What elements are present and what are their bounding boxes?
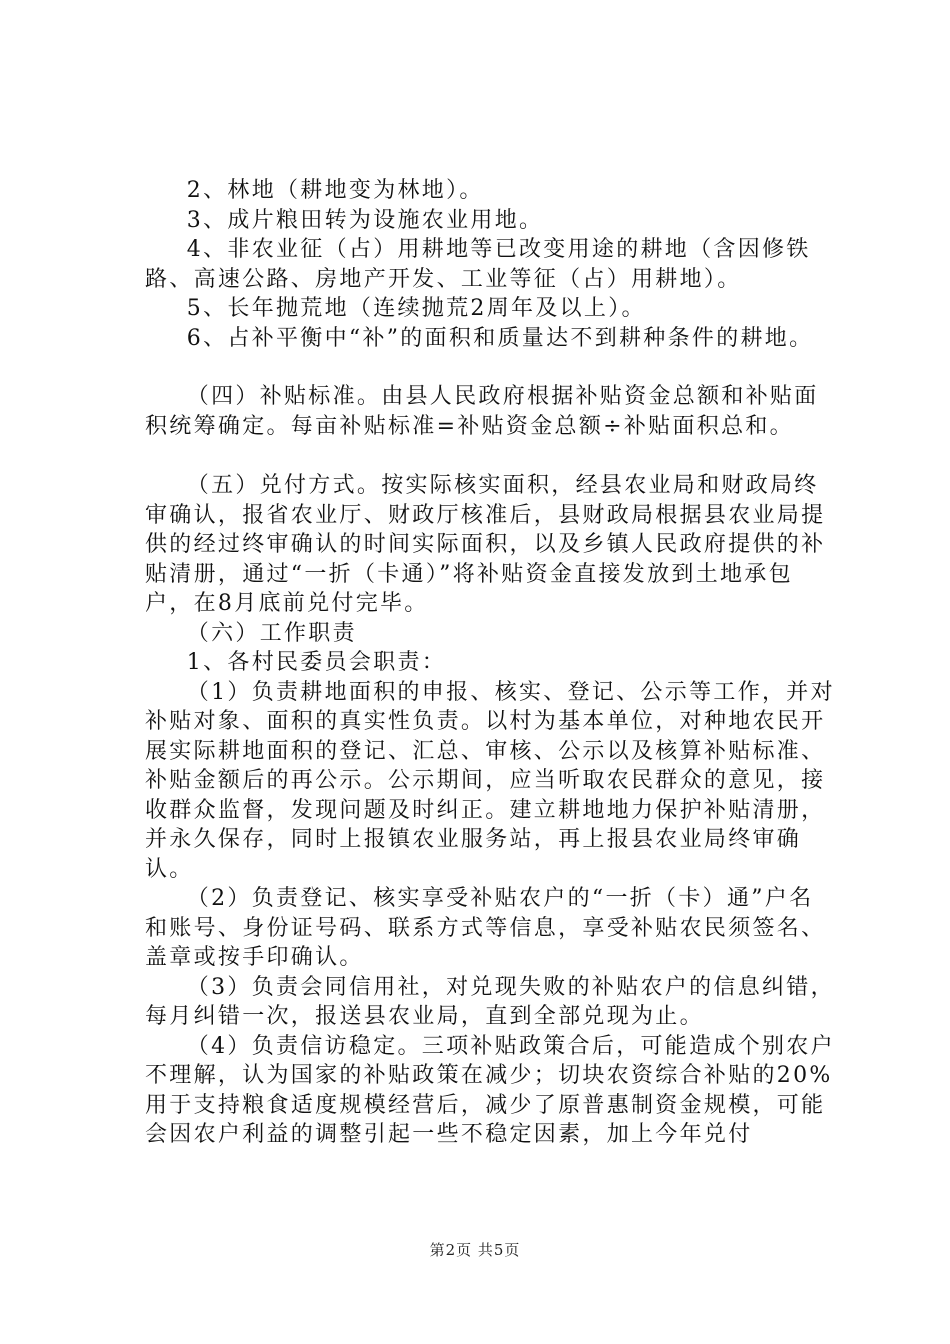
paragraph-section-5-payment-method: （五）兑付方式。按实际核实面积，经县农业局和财政局终审确认，报省农业厅、财政厅核准后，县财政局根据县农业局提供的经过终审确认的时间实际面积，以及乡镇人民政府提供的补贴清册，通过“一折（卡通）”将补贴资金直接发放到土地承包户，在8月底前兑付完毕。 bbox=[145, 473, 826, 616]
page-footer: 第2页 共5页 bbox=[429, 1241, 521, 1259]
document-body bbox=[145, 176, 835, 1150]
paragraph-duty-1: （1）负责耕地面积的申报、核实、登记、公示等工作，并对补贴对象、面积的真实性负责。以村为基本单位，对种地农民开展实际耕地面积的登记、汇总、审核、公示以及核算补贴标准、补贴金额后的再公示。公示期间，应当听取农民群众的意见，接收群众监督，发现问题及时纠正。建立耕地地力保护补贴清册，并永久保存，同时上报镇农业服务站，再上报县农业局终审确认。 bbox=[145, 679, 835, 882]
paragraph-section-6-heading: （六）工作职责 bbox=[186, 620, 357, 646]
paragraph-item-4-non-agri-land: 4、非农业征（占）用耕地等已改变用途的耕地（含因修铁路、高速公路、房地产开发、工业等征（占）用耕地）。 bbox=[145, 237, 811, 292]
paragraph-spacer bbox=[145, 441, 835, 471]
paragraph-duty-4: （4）负责信访稳定。三项补贴政策合后，可能造成个别农户不理解，认为国家的补贴政策在减少；切块农资综合补贴的20%用于支持粮食适度规模经营后，减少了原普惠制资金规模，可能会因农户利益的调整引起一些不稳定因素，加上今年兑付 bbox=[145, 1033, 835, 1147]
paragraph-item-2-forest: 2、林地（耕地变为林地）。 bbox=[186, 178, 484, 203]
paragraph-item-3-facility-agri: 3、成片粮田转为设施农业用地。 bbox=[186, 207, 544, 233]
paragraph-spacer bbox=[145, 353, 835, 382]
paragraph-item-6-balance-land: 6、占补平衡中“补”的面积和质量达不到耕种条件的耕地。 bbox=[186, 325, 814, 351]
paragraph-section-4-subsidy-standard: （四）补贴标准。由县人民政府根据补贴资金总额和补贴面积统筹确定。每亩补贴标准=补贴资金总额÷补贴面积总和。 bbox=[145, 384, 819, 439]
paragraph-duty-3: （3）负责会同信用社，对兑现失败的补贴农户的信息纠错，每月纠错一次，报送县农业局，直到全部兑现为止。 bbox=[145, 974, 835, 1029]
paragraph-village-committee-duties: 1、各村民委员会职责： bbox=[186, 650, 447, 675]
paragraph-duty-2: （2）负责登记、核实享受补贴农户的“一折（卡）通”户名和账号、身份证号码、联系方式等信息，享受补贴农民须签名、盖章或按手印确认。 bbox=[145, 886, 826, 970]
paragraph-item-5-abandoned-land: 5、长年抛荒地（连续抛荒2周年及以上）。 bbox=[186, 296, 646, 321]
